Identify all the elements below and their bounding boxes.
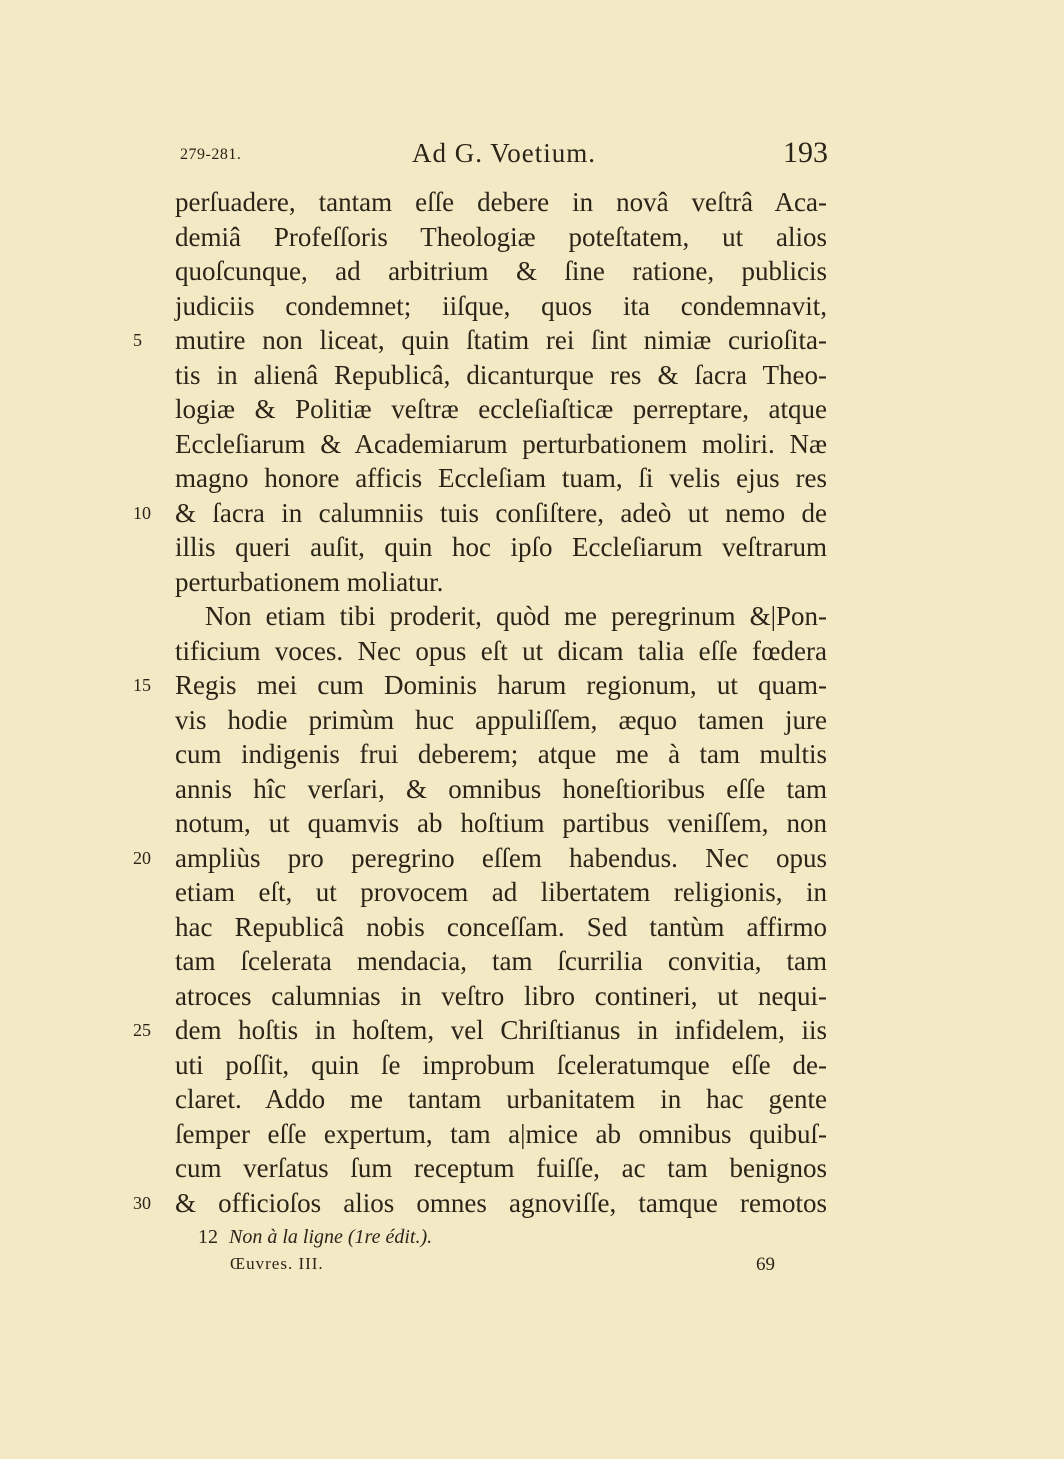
line-text: logiæ & Politiæ veſtræ eccleſiaſticæ perreptare, atque [175,394,827,424]
line-text: & ſacra in calumniis tuis conſiſtere, adeò ut nemo de [175,497,827,528]
text-line [133,323,827,358]
line-number: 5 [133,330,142,350]
line-text: illis queri auſit, quin hoc ipſo Eccleſiarum veſtrarum [175,532,827,562]
text-line [175,979,827,1014]
line-number: 25 [133,1020,151,1040]
footnote [198,1226,432,1249]
line-text: cum indigenis frui deberem; atque me à tam multis [175,739,827,769]
text-line [175,565,827,600]
line-text: ſemper eſſe expertum, tam a|mice ab omnibus quibuſ- [175,1118,827,1149]
line-number: 15 [133,675,151,695]
text-line [175,1151,827,1186]
line-text: magno honore afficis Eccleſiam tuam, ſi velis ejus res [175,463,827,493]
text-line [175,461,827,496]
line-text: perſuadere, tantam eſſe debere in novâ veſtrâ Aca- [175,187,827,217]
line-text: tam ſcelerata mendacia, tam ſcurrilia convitia, tam [175,946,827,976]
footnote-number: 12 [198,1226,218,1248]
line-text: hac Republicâ nobis conceſſam. Sed tantùm affirmo [175,911,827,942]
text-line [175,599,827,634]
volume-label: Œuvres. III. [230,1254,324,1273]
text-line [133,1186,827,1221]
text-line [175,737,827,772]
line-text: tificium voces. Nec opus eſt ut dicam talia eſſe fœdera [175,635,827,666]
text-line [133,841,827,876]
text-line [175,634,827,669]
line-text: notum, ut quamvis ab hoſtium partibus veniſſem, non [175,808,827,838]
running-title: Ad G. Voetium. [411,138,596,168]
page-footer [230,1254,775,1276]
text-line [175,944,827,979]
line-text: atroces calumnias in veſtro libro contineri, ut nequi- [175,980,827,1011]
line-text: vis hodie primùm huc appuliſſem, æquo tamen jure [175,704,827,735]
line-text: etiam eſt, ut provocem ad libertatem religionis, in [175,877,827,907]
line-number: 20 [133,847,151,868]
line-text: Eccleſiarum & Academiarum perturbationem moliri. Næ [175,428,827,459]
line-number: 10 [133,502,151,523]
text-line [175,358,827,393]
signature-mark: 69 [756,1254,775,1275]
line-text: tis in alienâ Republicâ, dicanturque res & ſacra Theo- [175,359,827,390]
body-text [133,185,827,1220]
text-line [133,1013,827,1048]
text-line [175,254,827,289]
text-line [175,875,827,910]
text-line [175,289,827,324]
text-line [175,392,827,427]
line-text: mutire non liceat, quin ſtatim rei ſint nimiæ curioſita- [175,325,827,355]
line-text: ampliùs pro peregrino eſſem habendus. Nec opus [175,842,827,873]
text-line [175,703,827,738]
text-line [175,1048,827,1083]
line-text: quoſcunque, ad arbitrium & ſine ratione, publicis [175,256,827,286]
text-line [175,806,827,841]
text-line [175,185,827,220]
line-text: annis hîc verſari, & omnibus honeſtioribus eſſe tam [175,773,827,804]
footnote-text: Non à la ligne (1re édit.). [229,1226,433,1248]
line-text: claret. Addo me tantam urbanitatem in hac gente [175,1084,827,1114]
text-line [175,220,827,255]
text-line [133,668,827,703]
line-text: demiâ Profeſſoris Theologiæ poteſtatem, ut alios [175,221,827,252]
page-range: 279-281. [180,146,242,163]
line-text: & officioſos alios omnes agnoviſſe, tamque remotos [175,1187,827,1218]
text-line [175,772,827,807]
line-text: judiciis condemnet; iiſque, quos ita condemnavit, [175,290,827,321]
page-number: 193 [783,136,828,169]
text-line [133,496,827,531]
line-text: dem hoſtis in hoſtem, vel Chriſtianus in infidelem, iis [175,1015,827,1045]
line-number: 30 [133,1192,151,1213]
text-line [175,1117,827,1152]
line-text: perturbationem moliatur. [175,566,444,597]
text-line [175,1082,827,1117]
line-text: cum verſatus ſum receptum fuiſſe, ac tam benignos [175,1153,827,1183]
line-text: Regis mei cum Dominis harum regionum, ut quam- [175,670,827,700]
line-text: uti poſſit, quin ſe improbum ſceleratumque eſſe de- [175,1049,827,1080]
line-text: Non etiam tibi proderit, quòd me peregrinum &|Pon- [205,601,827,631]
text-line [175,910,827,945]
text-line [175,530,827,565]
page-header [180,138,828,178]
text-line [175,427,827,462]
